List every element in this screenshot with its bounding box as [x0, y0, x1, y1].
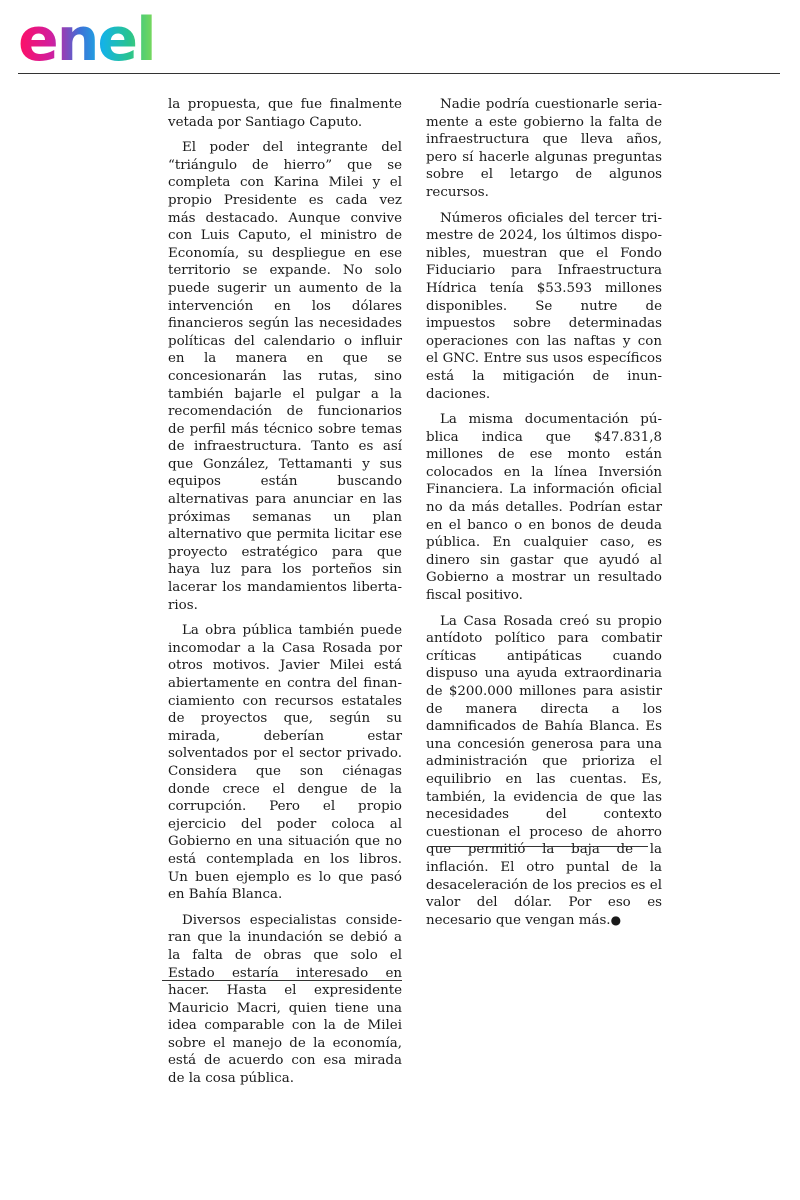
paragraph: Diversos especialistas consideran que la inundación se debió a la falta de obras que solo el Estado estaría interesado en hacer. Hasta el expresidente Mauricio Macri, quien tiene una idea comparable con la de Milei sobre el manejo de la economía, está de acuerdo con esa mirada de la cosa pública. — [168, 912, 402, 1087]
column-1-end-rule — [162, 980, 402, 981]
logo-wordmark: enel — [18, 10, 155, 68]
final-paragraph-text: La Casa Rosada creó su propio antídoto político para combatir críticas antipáticas cuando dispuso una ayuda extraordinaria de $200.000 millones para asistir de manera directa a los damnificados de Bahía Blanca. Es una concesión generosa para una administración que prioriza el equilibrio en las cuentas. Es, también, la evidencia de que las necesidades del contexto cuestionan el proceso de ahorro que permitió la baja de la inflación. El otro puntal de la desaceleración de los precios es el valor del dólar. Por eso es necesario que vengan más. — [426, 613, 662, 928]
paragraph-final — [426, 613, 662, 930]
header-rule — [18, 73, 780, 74]
enel-logo — [18, 10, 170, 68]
column-2-end-rule — [430, 846, 648, 847]
paragraph: Números oficiales del tercer trimestre de 2024, los últimos disponibles, muestran que el Fondo Fiduciario para Infraestructura Hídrica tenía $53.593 millones disponibles. Se nutre de impuestos sobre determinadas operaciones con las naftas y con el GNC. Entre sus usos específicos está la mitigación de inundaciones. — [426, 210, 662, 402]
paragraph: la propuesta, que fue finalmente vetada por Santiago Caputo. — [168, 97, 402, 130]
paragraph: La misma documentación pública indica que $47.831,8 millones de ese monto están colocados en la línea Inversión Financiera. La información oficial no da más detalles. Podrían estar en el banco o en bonos de deuda pública. En cualquier caso, es dinero sin gastar que ayudó al Gobierno a mostrar un resultado fiscal positivo. — [426, 412, 662, 604]
article-column-1 — [168, 96, 402, 1096]
article-column-2 — [426, 96, 662, 937]
paragraph: Nadie podría cuestionarle seriamente a este gobierno la falta de infraestructura que lleva años, pero sí hacerle algunas preguntas sobre el letargo de algunos recursos. — [426, 97, 662, 200]
paragraph: El poder del integrante del “triángulo de hierro” que se completa con Karina Milei y el propio Presidente es cada vez más destacado. Aunque convive con Luis Caputo, el ministro de Economía, su despliegue en ese territorio se expande. No solo puede sugerir un aumento de la intervención en los dólares financieros según las necesidades políticas del calendario o influir en la manera en que se concesionarán las rutas, sino también bajarle el pulgar a la recomendación de funcionarios de perfil más técnico sobre temas de infraestructura. Tanto es así que González, Tettamanti y sus equipos están buscando alternativas para anunciar en las próximas semanas un plan alternativo que permita licitar ese proyecto estratégico para que haya luz para los porteños sin lacerar los mandamientos libertarios. — [168, 140, 402, 613]
end-mark-icon: ● — [610, 912, 622, 927]
paragraph: La obra pública también puede incomodar a la Casa Rosada por otros motivos. Javier Milei está abiertamente en contra del financiamiento con recursos estatales de proyectos que, según su mirada, deberían estar solventados por el sector privado. Considera que son ciénagas donde crece el dengue de la corrupción. Pero el propio ejercicio del poder coloca al Gobierno en una situación que no está contemplada en los libros. Un buen ejemplo es lo que pasó en Bahía Blanca. — [168, 623, 402, 903]
